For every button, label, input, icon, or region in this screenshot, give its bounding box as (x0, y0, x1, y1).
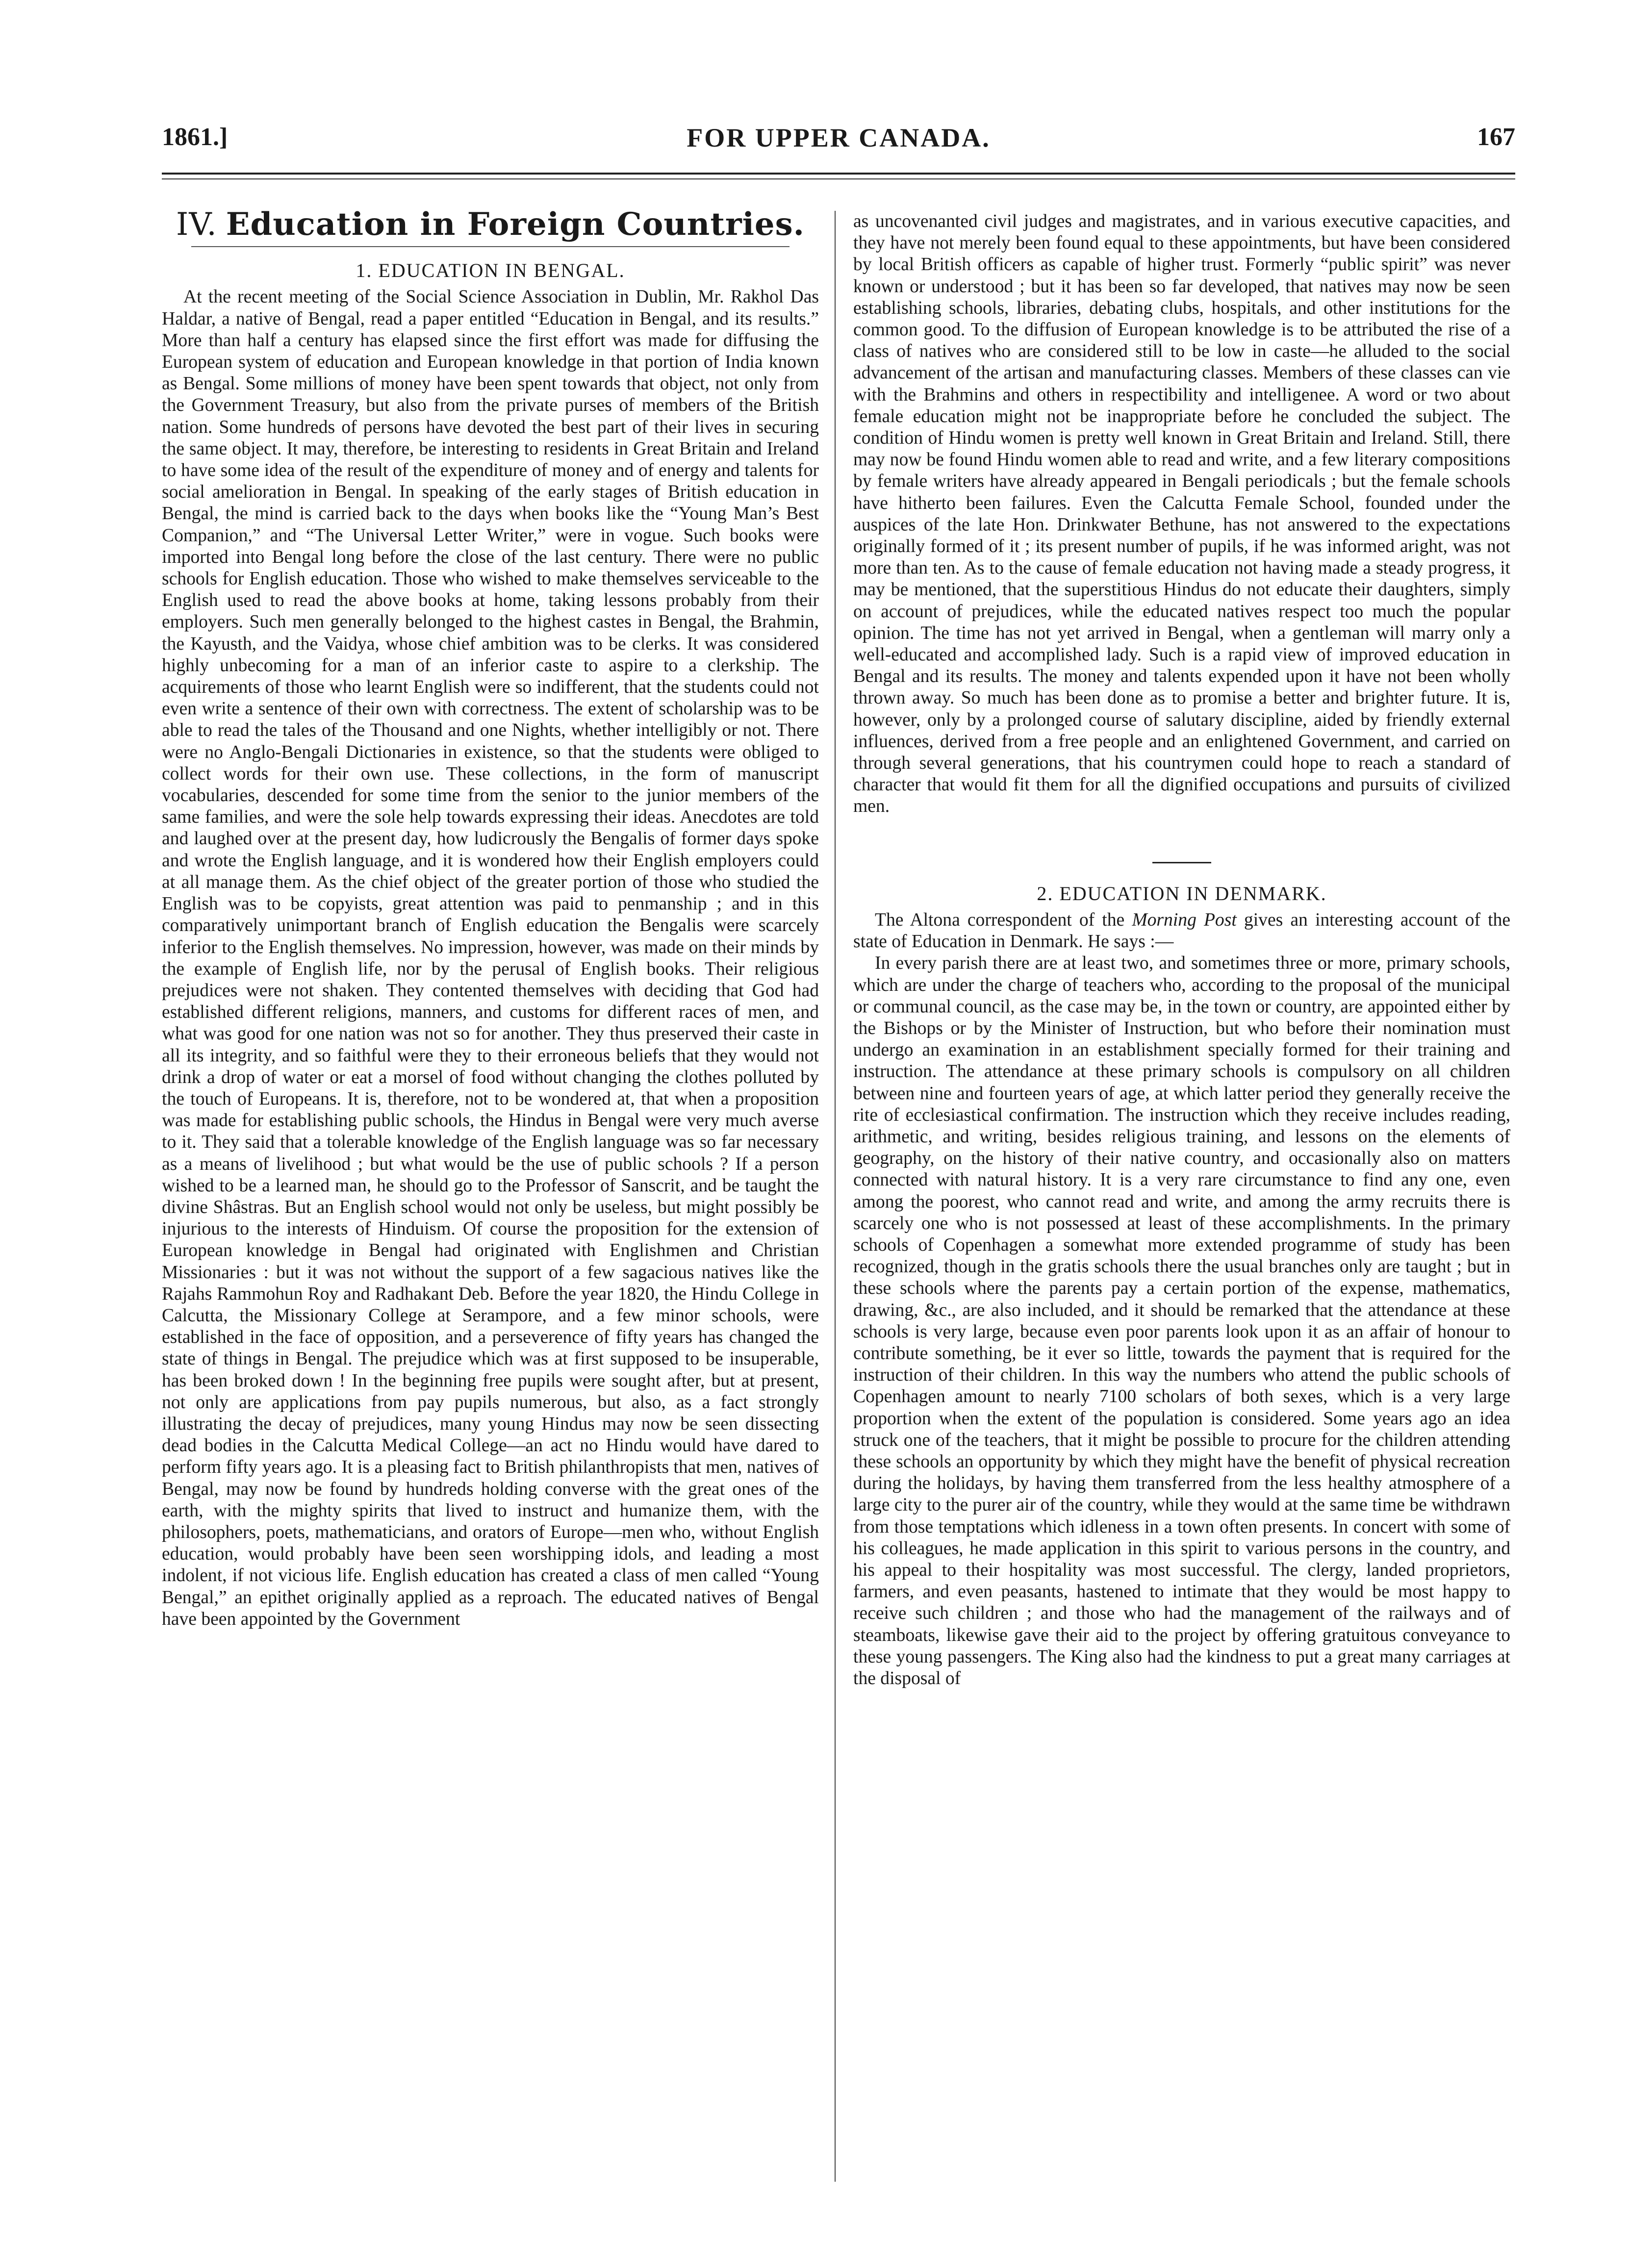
section-numeral: IV. (176, 206, 217, 243)
article-paragraph: as uncovenanted civil judges and magistrates, and in various executive capacities, and they have not merely been found equal to these appointments, but have been considered by local British officers as capable of higher trust. Formerly “public spirit” was never known or understood ; but it has been so far developed, that natives may now be seen establishing schools, libraries, debating clubs, hospitals, and other institutions for the common good. To the diffusion of European knowledge is to be attributed the rise of a class of natives who are considered still to be low in caste—he alluded to the social advancement of the artisan and manufacturing classes. Members of these classes can vie with the Brahmins and others in respectibility and intelligenee. A word or two about female education might not be inappropriate before he concluded the subject. The condition of Hindu women is pretty well known in Great Britain and Ireland. Still, there may now be found Hindu women able to read and write, and a few literary compositions by female writers have already appeared in Bengali periodicals ; but the female schools have hitherto been failures. Even the Calcutta Female School, founded under the auspices of the late Hon. Drinkwater Bethune, has not answered to the expectations originally formed of it ; its present number of pupils, if he was informed aright, was not more than ten. As to the cause of female education not having made a steady progress, it may be mentioned, that the superstitious Hindus do not educate their daughters, simply on account of prejudices, while the educated natives respect too much the popular opinion. The time has not yet arrived in Bengal, when a gentleman will marry only a well-educated and accomplished lady. Such is a rapid view of improved education in Bengal and its results. The money and talents expended upon it have not been wholly thrown away. So much has been done as to promise a better and brighter future. It is, however, only by a prolonged course of salutary discipline, aided by friendly external influences, derived from a free people and an enlightened Government, and carried on through several generations, that his countrymen could hope to reach a standard of character that would fit them for all the dignified occupations and pursuits of civilized men. (853, 211, 1510, 817)
section-title-rule (191, 246, 790, 247)
article-intro (853, 909, 1510, 953)
right-column (853, 211, 1510, 1689)
header-rule-thick (162, 173, 1515, 175)
column-divider (835, 211, 836, 2182)
page-number: 167 (1477, 123, 1515, 151)
intro-before: The Altona correspondent of the (875, 909, 1132, 930)
article-paragraph: In every parish there are at least two, and sometimes three or more, primary schools, which are under the charge of teachers who, according to the proposal of the municipal or communal council, as the case may be, in the town or country, are appointed either by the Bishops or by the Minister of Instruction, but who before their nomination must undergo an examination in an establishment specially formed for their training and instruction. The attendance at these primary schools is compulsory on all children between nine and fourteen years of age, at which latter period they generally receive the rite of ecclesiastical confirmation. The instruction which they receive includes reading, arithmetic, and writing, besides religious training, and lessons on the elements of geography, on the history of their native country, and occasionally also on matters connected with natural history. It is a very rare circumstance to find any one, even among the poorest, who cannot read and write, and among the army recruits there is scarcely one who is not possessed at least of these accomplishments. In the primary schools of Copenhagen a somewhat more extended programme of study has been recognized, though in the gratis schools there the usual branches only are taught ; but in these schools where the parents pay a certain portion of the expense, mathematics, drawing, &c., are also included, and it should be remarked that the attendance at these schools is very large, because even poor parents look upon it as an affair of honour to contribute something, be it ever so little, towards the payment that is required for the instruction of their children. In this way the numbers who attend the public schools of Copenhagen amount to nearly 7100 scholars of both sexes, which is a very large proportion when the extent of the population is considered. Some years ago an idea struck one of the teachers, that it might be possible to procure for the children attending these schools an opportunity by which they might have the benefit of physical recreation during the holidays, by having them transferred from the less healthy atmosphere of a large city to the purer air of the country, while they would at the same time be withdrawn from those temptations which idleness in a town often presents. In concert with some of his colleagues, he made application in this spirit to various persons in the country, and his appeal to their hospitality was most successful. The clergy, landed proprietors, farmers, and even peasants, hastened to intimate that they would be most happy to receive such children ; and those who had the management of the railways and of steamboats, likewise gave their aid to the project by offering gratuitous conveyance to these young passengers. The King also had the kindness to put a great many carriages at the disposal of (853, 953, 1510, 1688)
section-title-text: Education in Foreign Countries. (226, 206, 805, 243)
header-title: FOR UPPER CANADA. (687, 123, 991, 152)
running-header (162, 123, 1515, 167)
article-paragraph: At the recent meeting of the Social Science Association in Dublin, Mr. Rakhol Das Haldar, a native of Bengal, read a paper entitled “Education in Bengal, and its results.” More than half a century has elapsed since the first effort was made for diffusing the European system of education and European knowledge in that portion of India known as Bengal. Some millions of money have been spent towards that object, not only from the Government Treasury, but also from the private purses of members of the British nation. Some hundreds of persons have devoted the best part of their lives in securing the same object. It may, therefore, be interesting to residents in Great Britain and Ireland to have some idea of the result of the expenditure of money and of energy and talents for social amelioration in Bengal. In speaking of the early stages of British education in Bengal, the mind is carried back to the days when books like the “Young Man’s Best Companion,” and “The Universal Letter Writer,” were in vogue. Such books were imported into Bengal long before the close of the last century. There were no public schools for English education. Those who wished to make themselves serviceable to the English used to read the above books at home, taking lessons probably from their employers. Such men generally belonged to the highest castes in Bengal, the Brahmin, the Kayusth, and the Vaidya, whose chief ambition was to be clerks. It was considered highly unbecoming for a man of an inferior caste to aspire to a clerkship. The acquirements of those who learnt English were so indifferent, that the students could not even write a sentence of their own with correctness. The extent of scholarship was to be able to read the tales of the Thousand and one Nights, whether intelligibly or not. There were no Anglo-Bengali Dictionaries in existence, so that the students were obliged to collect words for their own use. These collections, in the form of manuscript vocabularies, descended for some time from the senior to the junior members of the same families, and were the sole help towards expressing their ideas. Anecdotes are told and laughed over at the present day, how ludicrously the Bengalis of former days spoke and wrote the English language, and it is wondered how their English employers could at all manage them. As the chief object of the greater portion of those who studied the English was to be copyists, great attention was paid to penmanship ; and in this comparatively unimportant branch of English education the Bengalis were scarcely inferior to the English themselves. No impression, however, was made on their minds by the example of English life, nor by the perusal of English books. Their religious prejudices were not shaken. They contented themselves with deciding that God had established different religions, manners, and customs for different races of men, and what was good for one nation was not so for another. They thus preserved their caste in all its integrity, and so faithful were they to their erroneous beliefs that they would not drink a drop of water or eat a morsel of food without changing the clothes polluted by the touch of Europeans. It is, therefore, not to be wondered at, that when a proposition was made for establishing public schools, the Hindus in Bengal were very much averse to it. They said that a tolerable knowledge of the English language was so far necessary as a means of livelihood ; but what would be the use of public schools ? If a person wished to be a learned man, he should go to the Professor of Sanscrit, and be taught the divine Shâstras. But an English school would not only be useless, but might possibly be injurious to the interests of Hinduism. Of course the proposition for the extension of European knowledge in Bengal had originated with Englishmen and Christian Missionaries : but it was not without the support of a few sagacious natives like the Rajahs Rammohun Roy and Radhakant Deb. Before the year 1820, the Hindu College in Calcutta, the Missionary College at Serampore, and a few minor schools, were established in the face of opposition, and a perseverence of fifty years has changed the state of things in Bengal. The prejudice which was at first supposed to be insuperable, has been broked down ! In the beginning free pupils were sought after, but at present, not only are applications from pay pupils numerous, but also, as a fact strongly illustrating the decay of prejudices, many young Hindus may now be seen dissecting dead bodies in the Calcutta Medical College—an act no Hindu would have dared to perform fifty years ago. It is a pleasing fact to British philanthropists that men, natives of Bengal, may now be found by hundreds holding converse with the great ones of the earth, with the mighty spirits that lived to instruct and humanize them, with the philosophers, poets, mathematicians, and orators of Europe—men who, without English education, would probably have been seen worshipping idols, and leading a most indolent, if not vicious life. English education has created a class of men called “Young Bengal,” an epithet originally applied as a reproach. The educated natives of Bengal have been appointed by the Government (162, 287, 819, 1629)
header-year: 1861.] (162, 123, 228, 151)
intro-after: gives an interesting account of the state of Education in Denmark. He says :— (853, 909, 1511, 952)
newspaper-title: Morning Post (1132, 909, 1237, 930)
article-heading-denmark: 2. EDUCATION IN DENMARK. (1037, 882, 1327, 905)
article-separator (1152, 862, 1211, 863)
section-title (162, 206, 819, 243)
left-column (162, 206, 819, 1630)
header-rule-thin (162, 178, 1515, 179)
article-heading-bengal: 1. EDUCATION IN BENGAL. (356, 259, 625, 282)
